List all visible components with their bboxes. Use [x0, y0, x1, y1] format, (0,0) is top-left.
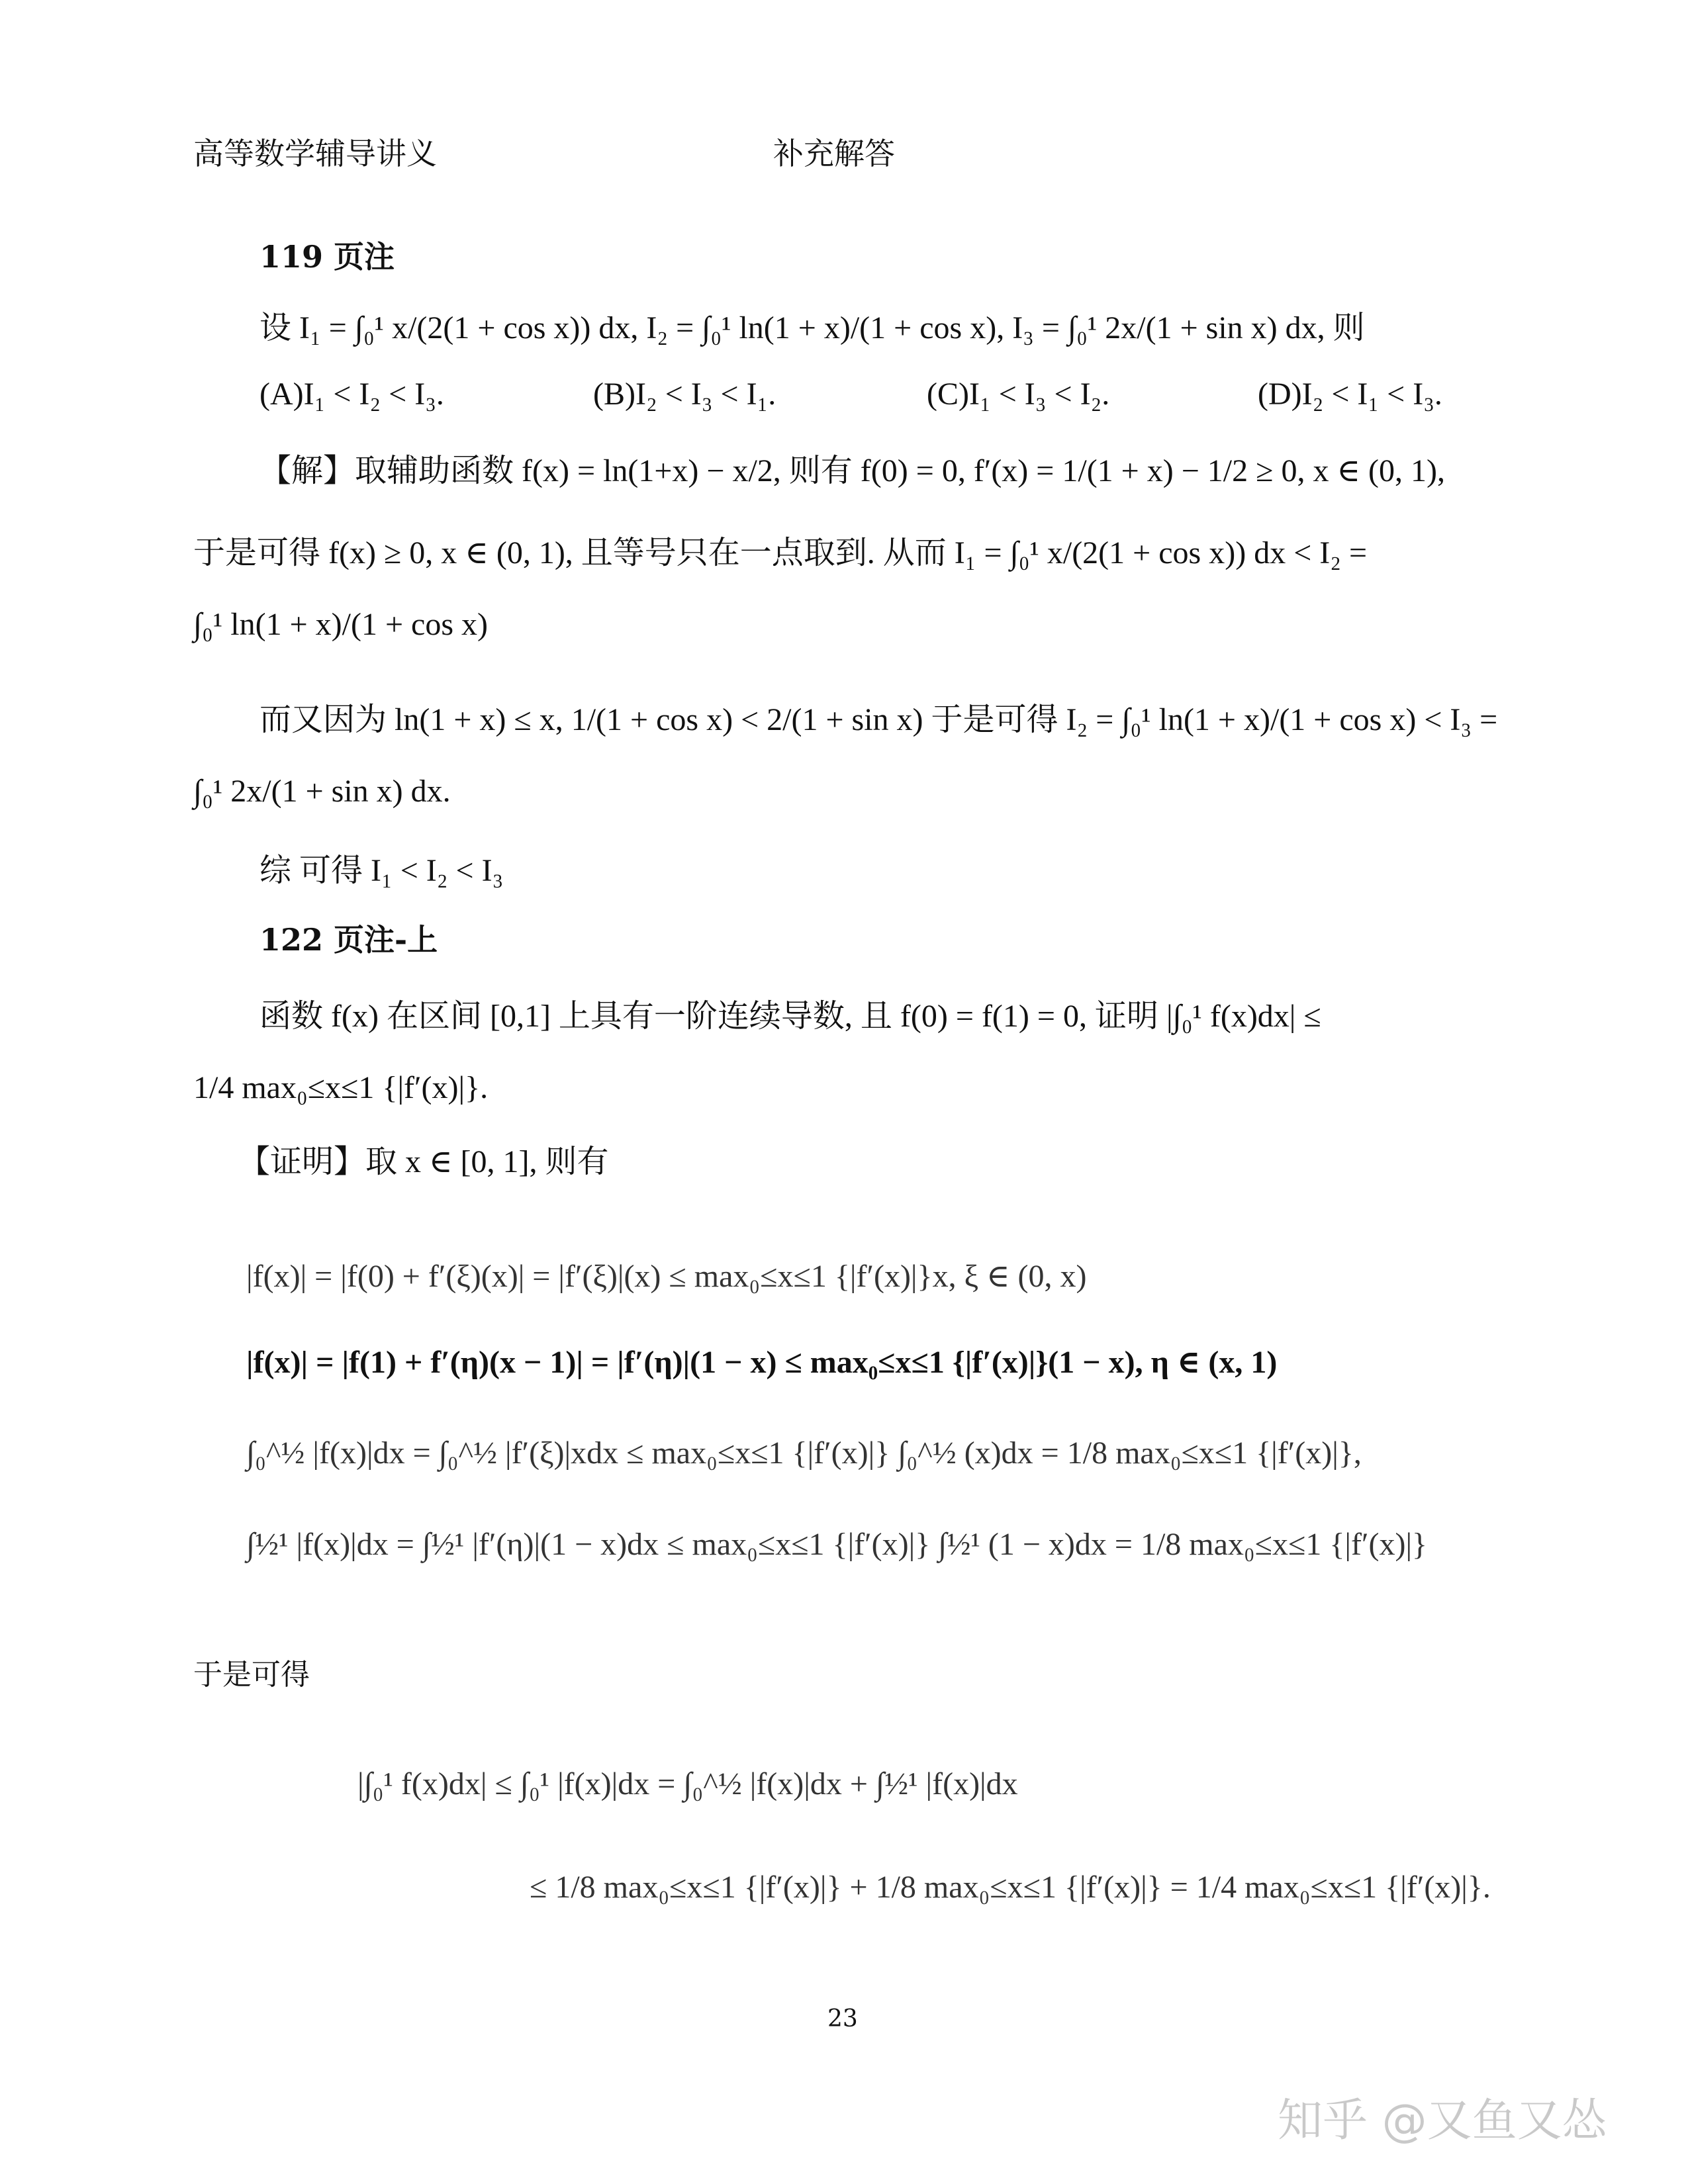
option-d: (D)I₂ < I₁ < I₃. [1258, 377, 1442, 412]
option-b: (B)I₂ < I₃ < I₁. [593, 377, 776, 412]
problem-122-statement-2: 1/4 max₀≤x≤1 {|f′(x)|}. [193, 1070, 489, 1105]
proof-equation-4: ∫½¹ |f(x)|dx = ∫½¹ |f′(η)|(1 − x)dx ≤ max₀≤x≤1 {|f′(x)|} ∫½¹ (1 − x)dx = 1/8 max₀≤x≤1 {|f′(x)|} [246, 1527, 1428, 1562]
proof-equation-3: ∫₀^½ |f(x)|dx = ∫₀^½ |f′(ξ)|xdx ≤ max₀≤x≤1 {|f′(x)|} ∫₀^½ (x)dx = 1/8 max₀≤x≤1 {|f′(x)|}, [246, 1435, 1362, 1471]
option-a: (A)I₁ < I₂ < I₃. [259, 377, 444, 412]
proof-final-line-2: ≤ 1/8 max₀≤x≤1 {|f′(x)|} + 1/8 max₀≤x≤1 {|f′(x)|} = 1/4 max₀≤x≤1 {|f′(x)|}. [530, 1870, 1491, 1905]
section-119-title: 119 页注 [259, 239, 395, 275]
proof-transition: 于是可得 [193, 1658, 310, 1692]
page-number: 23 [827, 2005, 858, 2032]
solution-line-4: 而又因为 ln(1 + x) ≤ x, 1/(1 + cos x) < 2/(1 + sin x) 于是可得 I₂ = ∫₀¹ ln(1 + x)/(1 + cos x) < I₃ = [259, 702, 1498, 737]
solution-line-1: 【解】取辅助函数 f(x) = ln(1+x) − x/2, 则有 f(0) = 0, f′(x) = 1/(1 + x) − 1/2 ≥ 0, x ∈ (0, 1), [259, 453, 1445, 488]
solution-line-5: ∫₀¹ 2x/(1 + sin x) dx. [193, 774, 451, 809]
source-watermark: 知乎 @又鱼又怂 [1278, 2095, 1607, 2147]
section-122-title: 122 页注-上 [259, 922, 438, 958]
proof-final-line-1: |∫₀¹ f(x)dx| ≤ ∫₀¹ |f(x)|dx = ∫₀^½ |f(x)|dx + ∫½¹ |f(x)|dx [357, 1766, 1018, 1801]
problem-122-statement-1: 函数 f(x) 在区间 [0,1] 上具有一阶连续导数, 且 f(0) = f(1) = 0, 证明 |∫₀¹ f(x)dx| ≤ [259, 999, 1321, 1034]
proof-equation-2: |f(x)| = |f(1) + f′(η)(x − 1)| = |f′(η)|(1 − x) ≤ max₀≤x≤1 {|f′(x)|}(1 − x), η ∈ (x, 1) [246, 1345, 1278, 1380]
solution-conclusion: 综 可得 I₁ < I₂ < I₃ [259, 853, 504, 888]
solution-line-2: 于是可得 f(x) ≥ 0, x ∈ (0, 1), 且等号只在一点取到. 从而 I₁ = ∫₀¹ x/(2(1 + cos x)) dx < I₂ = [193, 535, 1368, 570]
option-c: (C)I₁ < I₃ < I₂. [927, 377, 1110, 412]
header-book-title: 高等数学辅导讲义 [193, 136, 437, 171]
proof-equation-1: |f(x)| = |f(0) + f′(ξ)(x)| = |f′(ξ)|(x) ≤ max₀≤x≤1 {|f′(x)|}x, ξ ∈ (0, x) [246, 1259, 1087, 1294]
proof-intro: 【证明】取 x ∈ [0, 1], 则有 [238, 1144, 609, 1179]
solution-line-3: ∫₀¹ ln(1 + x)/(1 + cos x) [193, 607, 489, 642]
header-section-title: 补充解答 [773, 136, 895, 171]
problem-119-statement: 设 I₁ = ∫₀¹ x/(2(1 + cos x)) dx, I₂ = ∫₀¹ ln(1 + x)/(1 + cos x), I₃ = ∫₀¹ 2x/(1 + sin x) dx, 则 [259, 310, 1365, 345]
